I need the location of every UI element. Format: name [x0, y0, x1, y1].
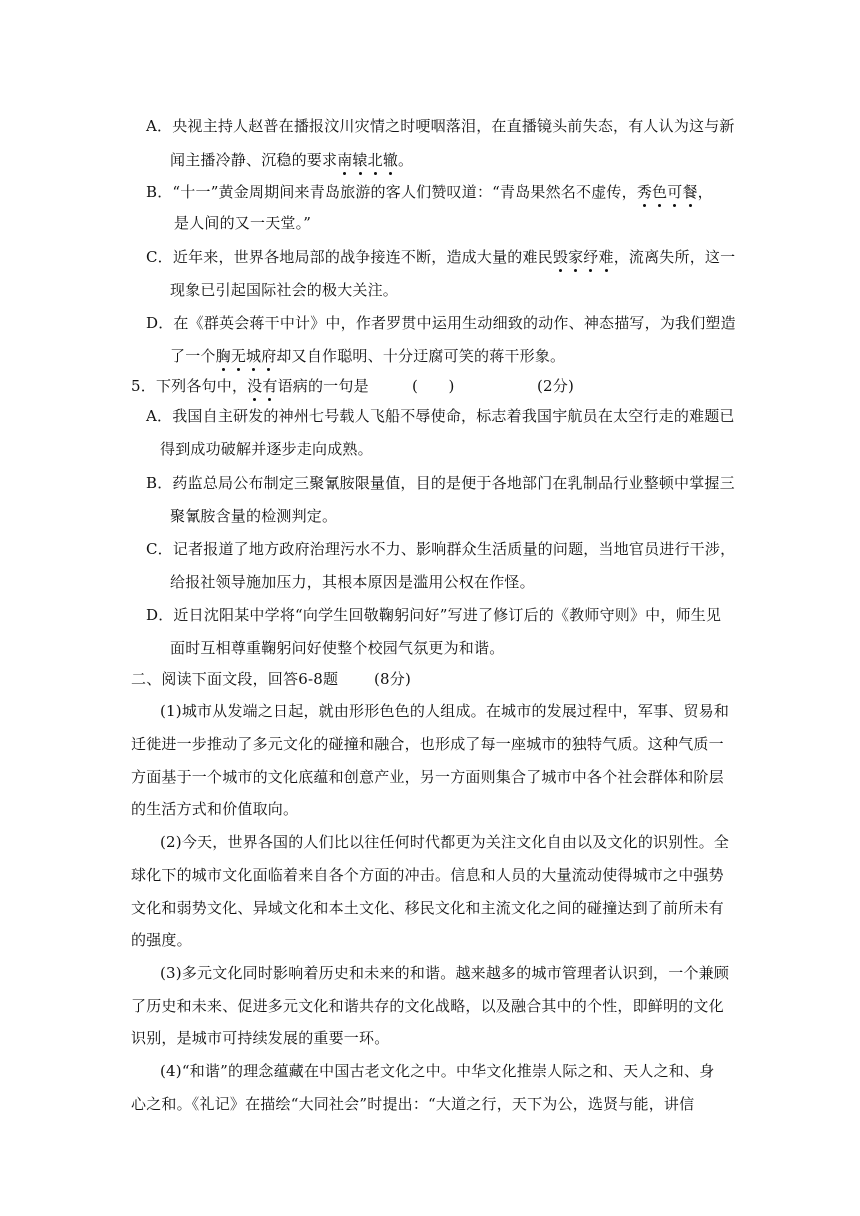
- q4-option-a-line2: 闻主播冷静、沉稳的要求南辕北辙。: [170, 151, 414, 169]
- emphasis-char: 纾: [583, 248, 599, 266]
- section2-heading: 二、阅读下面文段，回答6-8题: [131, 670, 339, 688]
- emphasis-char: 辙: [382, 151, 399, 169]
- emphasis-char: 南: [337, 151, 353, 169]
- paragraph-2-line-1: (2)今天，世界各国的人们比以往任何时代都更为关注文化自由以及文化的识别性。全: [160, 833, 730, 851]
- emphasis-char: 辕: [352, 151, 368, 169]
- emphasis-char: 有: [262, 377, 278, 395]
- emphasis-dots: [337, 151, 398, 169]
- emphasis-char: 府: [261, 347, 277, 365]
- emphasis-char: 北: [367, 151, 383, 169]
- paragraph-1-line-1: (1)城市从发端之日起，就由形形色色的人组成。在城市的发展过程中，军事、贸易和: [160, 702, 730, 720]
- q5-option-d-line1: D．近日沈阳某中学将“向学生回敬鞠躬问好”写进了修订后的《教师守则》中，师生见: [146, 606, 722, 624]
- emphasis-dots: [216, 347, 277, 365]
- q5-option-c-line2: 给报社领导施加压力，其根本原因是滥用公权在作怪。: [170, 573, 535, 591]
- paragraph-2-line-2: 球化下的城市文化面临着来自各个方面的冲击。信息和人员的大量流动使得城市之中强势: [131, 866, 724, 884]
- emphasis-char: 可: [667, 183, 683, 201]
- emphasis-dots: [637, 183, 698, 201]
- paragraph-3-line-3: 识别，是城市可持续发展的重要一环。: [131, 1029, 390, 1047]
- q4-option-a-line1: A．央视主持人赵普在播报汶川灾情之时哽咽落泪，在直播镜头前失态，有人认为这与新: [146, 117, 735, 135]
- emphasis-char: 难: [598, 248, 614, 266]
- q5-option-b-line2: 聚氰胺含量的检测判定。: [170, 507, 338, 525]
- q5-option-b-line1: B．药监总局公布制定三聚氰胺限量值，目的是便于各地部门在乳制品行业整顿中掌握三: [146, 474, 735, 492]
- q5-answer-bracket: ( ): [412, 377, 455, 395]
- q5-score: (2分): [537, 377, 575, 395]
- q5-option-d-line2: 面时互相尊重鞠躬问好使整个校园气氛更为和谐。: [170, 639, 505, 657]
- q4-option-c-line1: C．近年来，世界各地局部的战争接连不断，造成大量的难民毁家纾难，流离失所，这一: [146, 248, 736, 266]
- paragraph-4-line-1: (4)“和谐”的理念蕴藏在中国古老文化之中。中华文化推崇人际之和、天人之和、身: [160, 1062, 715, 1080]
- paragraph-3-line-2: 了历史和未来、促进多元文化和谐共存的文化战略，以及融合其中的个性，即鲜明的文化: [131, 997, 724, 1015]
- emphasis-dots: [247, 377, 277, 395]
- q4-option-c-line2: 现象已引起国际社会的极大关注。: [170, 281, 399, 299]
- emphasis-char: 色: [652, 183, 668, 201]
- paragraph-1-line-2: 迁徙进一步推动了多元文化的碰撞和融合，也形成了每一座城市的独特气质。这种气质一: [131, 735, 724, 753]
- q4-option-d-line1: D．在《群英会蒋干中计》中，作者罗贯中运用生动细致的动作、神态描写，为我们塑造: [146, 314, 736, 332]
- emphasis-char: 秀: [636, 183, 653, 201]
- paragraph-1-line-3: 方面基于一个城市的文化底蕴和创意产业，另一方面则集合了城市中各个社会群体和阶层: [131, 768, 724, 786]
- emphasis-char: 餐: [682, 183, 698, 201]
- q5-stem: 5．下列各句中，没有语病的一句是: [131, 377, 369, 395]
- q4-option-b-line1: B．“十一”黄金周期间来青岛旅游的客人们赞叹道：“青岛果然名不虚传，秀色可餐，: [146, 183, 713, 201]
- q4-option-d-line2: 了一个胸无城府却又自作聪明、十分迂腐可笑的蒋干形象。: [170, 347, 566, 365]
- paragraph-1-line-4: 的生活方式和价值取向。: [131, 800, 299, 818]
- emphasis-char: 没: [247, 377, 263, 395]
- emphasis-char: 毁: [552, 248, 569, 266]
- emphasis-char: 无: [230, 347, 247, 365]
- q5-option-c-line1: C．记者报道了地方政府治理污水不力、影响群众生活质量的问题，当地官员进行干涉，: [146, 540, 736, 558]
- paragraph-2-line-3: 文化和弱势文化、异域文化和本土文化、移民文化和主流文化之间的碰撞达到了前所未有: [131, 899, 724, 917]
- emphasis-char: 城: [246, 347, 262, 365]
- q5-option-a-line2: 得到成功破解并逐步走向成熟。: [160, 440, 373, 458]
- emphasis-char: 胸: [215, 347, 231, 365]
- emphasis-dots: [553, 248, 614, 266]
- emphasis-char: 家: [568, 248, 584, 266]
- paragraph-4-line-2: 心之和。《礼记》在描绘“大同社会”时提出：“大道之行，天下为公，选贤与能，讲信: [131, 1095, 695, 1113]
- q5-option-a-line1: A．我国自主研发的神州七号载人飞船不辱使命，标志着我国宇航员在太空行走的难题已: [146, 407, 735, 425]
- paragraph-2-line-4: 的强度。: [131, 931, 192, 949]
- section2-score: (8分): [374, 670, 412, 688]
- paragraph-3-line-1: (3)多元文化同时影响着历史和未来的和谐。越来越多的城市管理者认识到，一个兼顾: [160, 964, 730, 982]
- q4-option-b-line2: 是人间的又一天堂。”: [174, 214, 312, 232]
